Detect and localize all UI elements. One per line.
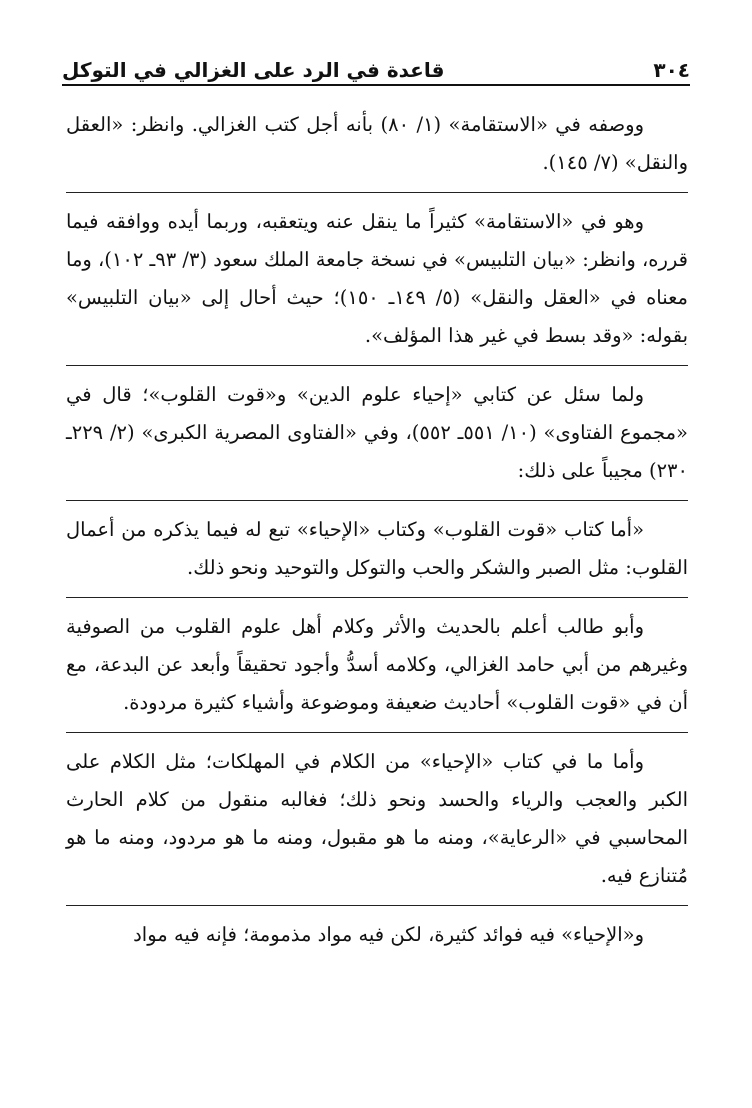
paragraph-3: ولما سئل عن كتابي «إحياء علوم الدين» و«قوت القلوب»؛ قال في «مجموع الفتاوى» (١٠/ ٥٥١ـ ٥٥٢)، وفي «الفتاوى المصرية الكبرى» (٢/ ٢٢٩ـ ٢٣٠) مجيباً على ذلك: xyxy=(66,383,688,482)
running-title: قاعدة في الرد على الغزالي في التوكل xyxy=(62,58,445,82)
page-number: ٣٠٤ xyxy=(653,58,690,82)
paragraph-divider xyxy=(66,365,688,366)
paragraph-divider xyxy=(66,597,688,598)
page-header xyxy=(62,42,690,88)
paragraph-4: «أما كتاب «قوت القلوب» وكتاب «الإحياء» تبع له فيما يذكره من أعمال القلوب: مثل الصبر والشكر والحب والتوكل والتوحيد ونحو ذلك. xyxy=(66,518,688,579)
body-text xyxy=(66,106,688,954)
paragraph-1: ووصفه في «الاستقامة» (١/ ٨٠) بأنه أجل كتب الغزالي. وانظر: «العقل والنقل» (٧/ ١٤٥). xyxy=(66,113,688,174)
paragraph-7: و«الإحياء» فيه فوائد كثيرة، لكن فيه مواد مذمومة؛ فإنه فيه مواد xyxy=(133,923,644,946)
paragraph-2: وهو في «الاستقامة» كثيراً ما ينقل عنه ويتعقبه، وربما أيده ووافقه فيما قرره، وانظر: «بيان التلبيس» في نسخة جامعة الملك سعود (٣/ ٩٣ـ ١٠٢)، وما معناه في «العقل والنقل» (٥/ ١٤٩ـ ١٥٠)؛ حيث أحال إلى «بيان التلبيس» بقوله: «وقد بسط في غير هذا المؤلف». xyxy=(66,210,688,347)
header-rule xyxy=(62,84,690,86)
paragraph-divider xyxy=(66,192,688,193)
paragraph-5: وأبو طالب أعلم بالحديث والأثر وكلام أهل علوم القلوب من الصوفية وغيرهم من أبي حامد الغزالي، وكلامه أسدُّ وأجود تحقيقاً وأبعد عن البدعة، مع أن في «قوت القلوب» أحاديث ضعيفة وموضوعة وأشياء كثيرة مردودة. xyxy=(66,615,688,714)
paragraph-6: وأما ما في كتاب «الإحياء» من الكلام في المهلكات؛ مثل الكلام على الكبر والعجب والرياء والحسد ونحو ذلك؛ فغالبه منقول من كلام الحارث المحاسبي في «الرعاية»، ومنه ما هو مقبول، ومنه ما هو مردود، ومنه ما هو مُتنازع فيه. xyxy=(66,750,688,887)
paragraph-divider xyxy=(66,732,688,733)
paragraph-divider xyxy=(66,905,688,906)
paragraph-divider xyxy=(66,500,688,501)
